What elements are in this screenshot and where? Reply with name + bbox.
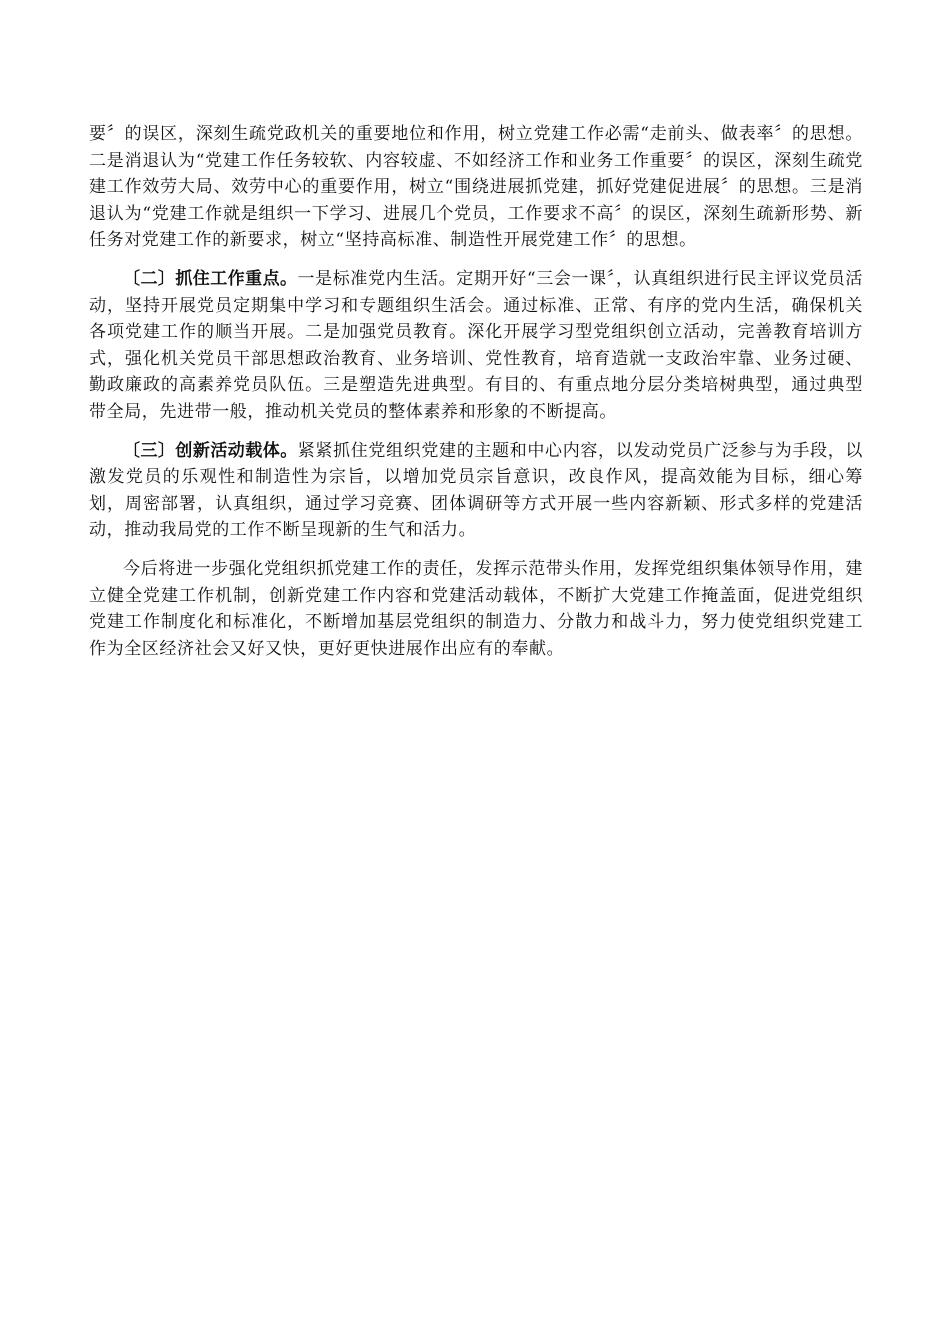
section-heading: 〔二〕抓住工作重点。 <box>123 268 298 289</box>
paragraph-body: 要〞的误区，深刻生疏党政机关的重要地位和作用，树立党建工作必需“走前头、做表率〞的思想。二是消退认为“党建工作任务较软、内容较虚、不如经济工作和业务工作重要〞的误区，深刻生疏党建工作效劳大局、效劳中心的重要作用，树立“围绕进展抓党建，抓好党建促进展〞的思想。三是消退认为“党建工作就是组织一下学习、进展几个党员，工作要求不高〞的误区，深刻生疏新形势、新任务对党建工作的新要求，树立“坚持高标准、制造性开展党建工作〞的思想。 <box>89 124 863 251</box>
section-heading: 〔三〕创新活动载体。 <box>123 440 298 461</box>
paragraph-section-three <box>89 438 863 544</box>
document-page <box>89 121 863 662</box>
paragraph-body: 今后将进一步强化党组织抓党建工作的责任，发挥示范带头作用，发挥党组织集体领导作用，建立健全党建工作机制，创新党建工作内容和党建活动载体，不断扩大党建工作掩盖面，促进党组织党建工作制度化和标准化，不断增加基层党组织的制造力、分散力和战斗力，努力使党组织党建工作为全区经济社会又好又快，更好更快进展作出应有的奉献。 <box>89 558 863 659</box>
paragraph-continuation <box>89 121 863 254</box>
paragraph-body: 紧紧抓住党组织党建的主题和中心内容，以发动党员广泛参与为手段，以激发党员的乐观性和制造性为宗旨，以增加党员宗旨意识，改良作风，提高效能为目标，细心筹划，周密部署，认真组织，通过学习竞赛、团体调研等方式开展一些内容新颖、形式多样的党建活动，推动我局党的工作不断呈现新的生气和活力。 <box>89 440 864 541</box>
paragraph-body: 一是标准党内生活。定期开好“三会一课〞，认真组织进行民主评议党员活动，坚持开展党员定期集中学习和专题组织生活会。通过标准、正常、有序的党内生活，确保机关各项党建工作的顺当开展。二是加强党员教育。深化开展学习型党组织创立活动，完善教育培训方式，强化机关党员干部思想政治教育、业务培训、党性教育，培育造就一支政治牢靠、业务过硬、勤政廉政的高素养党员队伍。三是塑造先进典型。有目的、有重点地分层分类培树典型，通过典型带全局，先进带一般，推动机关党员的整体素养和形象的不断提高。 <box>89 268 863 422</box>
paragraph-conclusion <box>89 556 863 662</box>
paragraph-section-two <box>89 266 863 426</box>
